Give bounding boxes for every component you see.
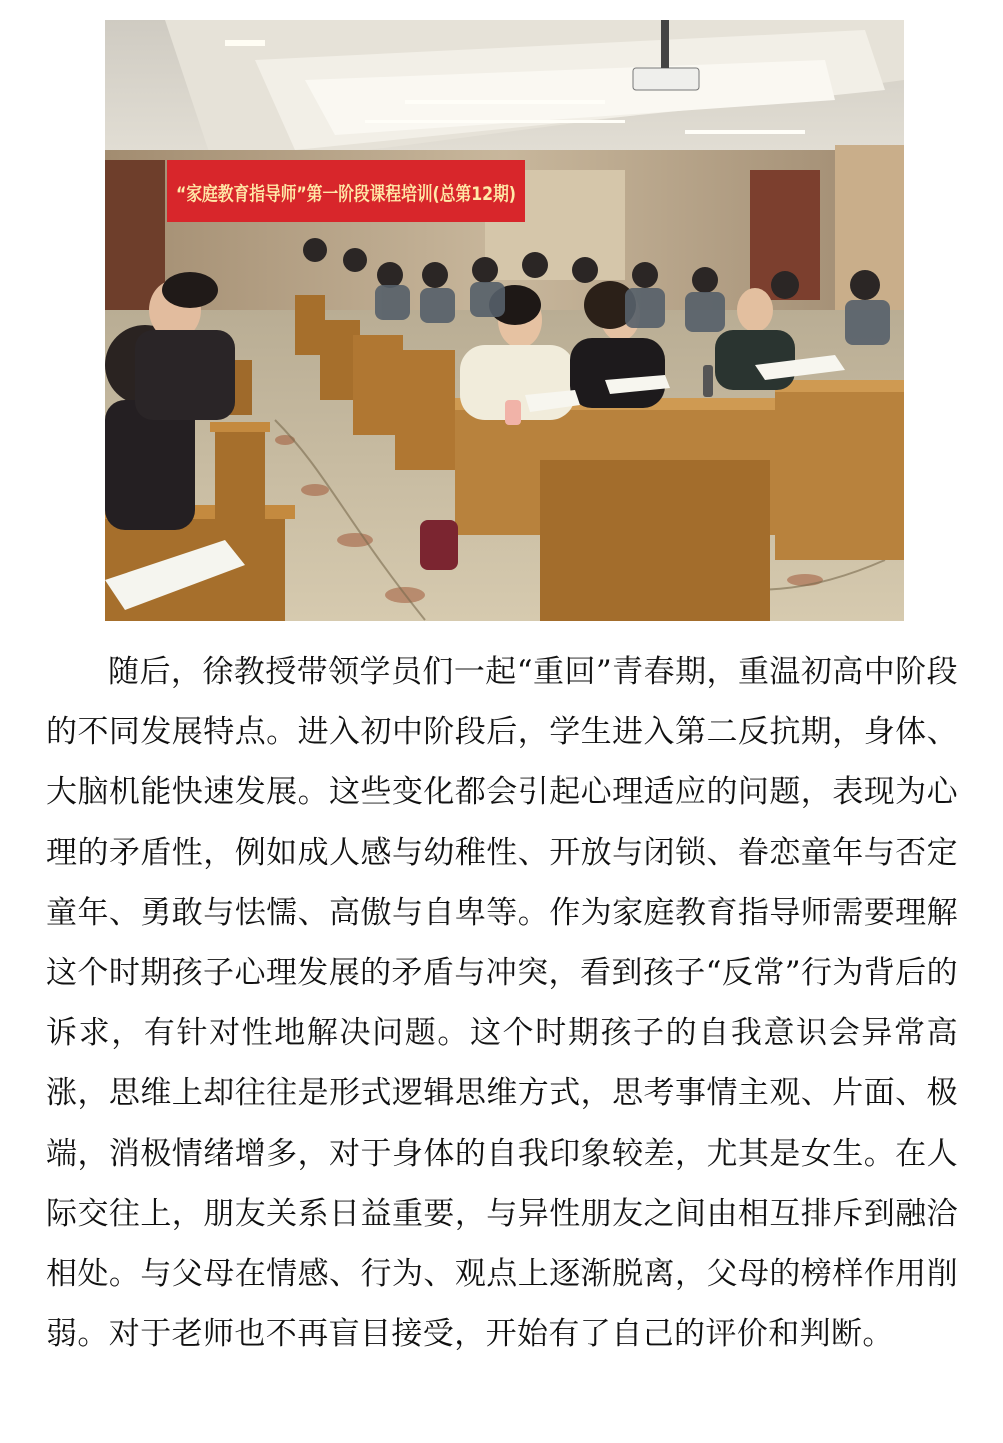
- banner-text: “家庭教育指导师”第一阶段课程培训(总第12期): [176, 183, 587, 205]
- article-body: [46, 642, 958, 1364]
- classroom-scene: [105, 20, 904, 621]
- article-paragraph: 随后，徐教授带领学员们一起“重回”青春期，重温初高中阶段的不同发展特点。进入初中阶段后，学生进入第二反抗期，身体、大脑机能快速发展。这些变化都会引起心理适应的问题，表现为心理的矛盾性，例如成人感与幼稚性、开放与闭锁、眷恋童年与否定童年、勇敢与怯懦、高傲与自卑等。作为家庭教育指导师需要理解这个时期孩子心理发展的矛盾与冲突，看到孩子“反常”行为背后的诉求，有针对性地解决问题。这个时期孩子的自我意识会异常高涨，思维上却往往是形式逻辑思维方式，思考事情主观、片面、极端，消极情绪增多，对于身体的自我印象较差，尤其是女生。在人际交往上，朋友关系日益重要，与异性朋友之间由相互排斥到融洽相处。与父母在情感、行为、观点上逐渐脱离，父母的榜样作用削弱。对于老师也不再盲目接受，开始有了自己的评价和判断。: [46, 654, 958, 1353]
- projector: [633, 68, 699, 90]
- classroom-photo: [105, 20, 904, 621]
